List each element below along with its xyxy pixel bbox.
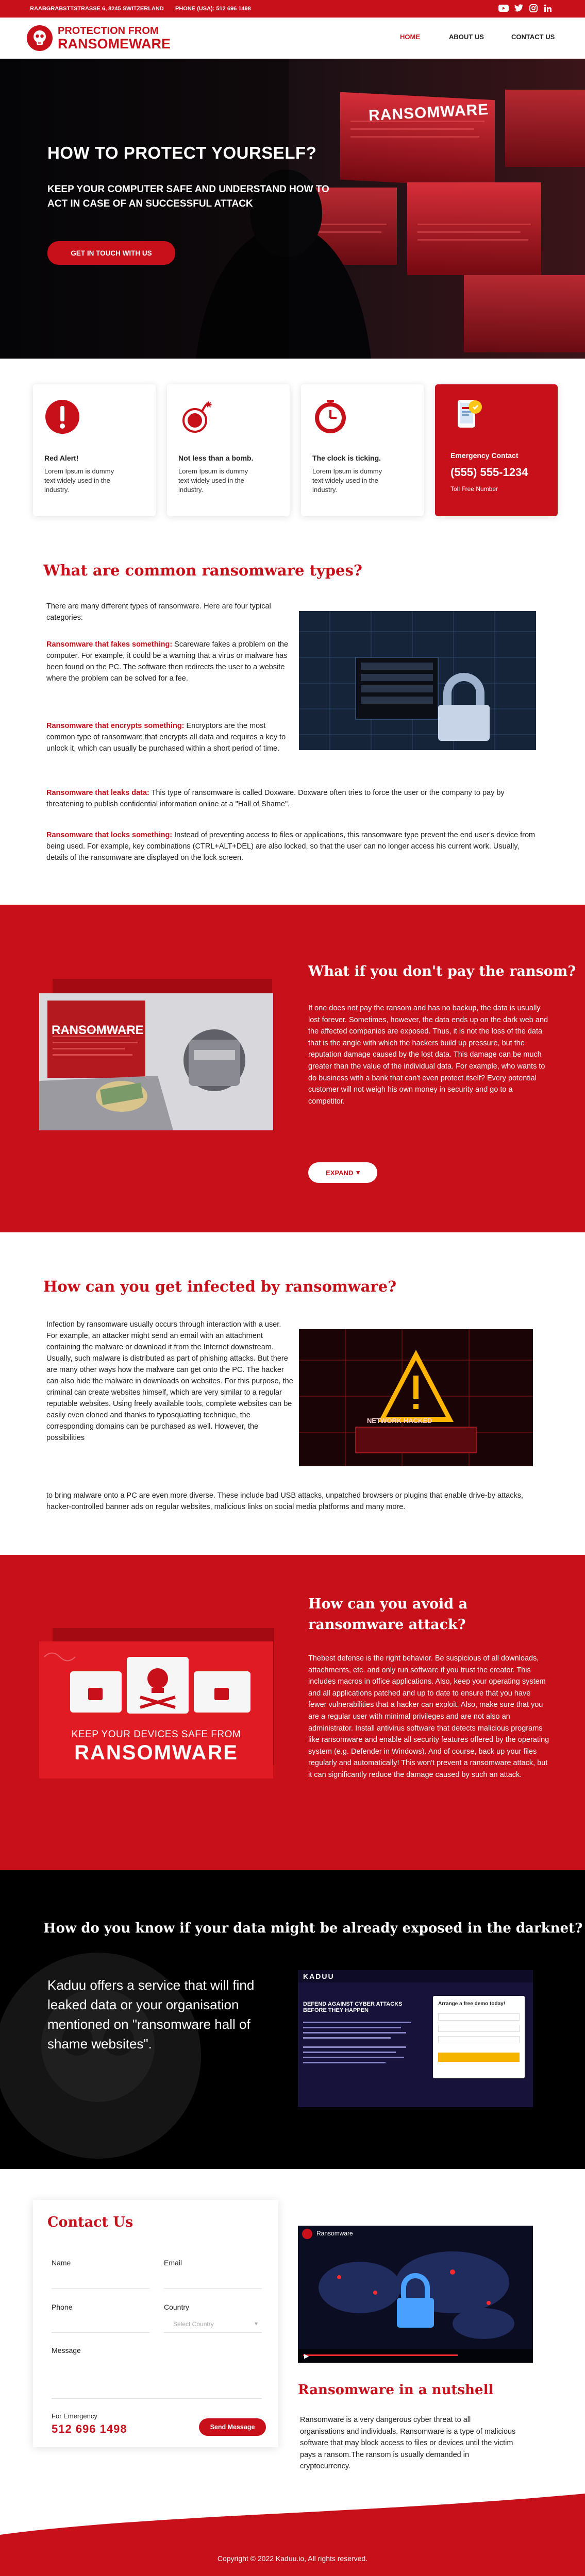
message-textarea[interactable] [52, 2358, 262, 2399]
contact-form [33, 2200, 278, 2447]
banner-line-1: KEEP YOUR DEVICES SAFE FROM [71, 1729, 241, 1740]
types-intro: There are many different types of ransomware. Here are four typical categories: [46, 602, 271, 622]
nav-about-us[interactable]: ABOUT US [449, 33, 484, 41]
emergency-label: For Emergency [52, 2412, 97, 2420]
logo-line-2: RANSOMEWARE [58, 36, 171, 52]
logo-line-1: PROTECTION FROM [58, 25, 159, 37]
dont-pay-text: If one does not pay the ransom and has no backup, the data is usually lost forever. Sometimes, however, the data ends up on the dark web and the affected companies are exposed. Thus, it is not the loss of the data that is the angle with which the hackers build up pressure, but the reputation damage caused by the lost data. This damage can be much greater than the value of the individual data. For example, who wants to do business with a bank that can't even protect itself? Every potential customer will not weigh his own money in security and go to a competitor. [308, 1004, 548, 1106]
get-in-touch-button[interactable]: GET IN TOUCH WITH US [47, 241, 175, 265]
email-input[interactable] [164, 2270, 262, 2289]
phone-input[interactable] [52, 2314, 149, 2333]
alert-icon [44, 399, 80, 435]
avoid-text: Thebest defense is the right behavior. Be suspicious of all downloads, attachments, etc. and only run software if you trust the creator. This includes macros in office applications. Also, keep your operating system and all applications patched and up to date to ensure that you have fewer vulnerabilities that a hacker can exploit. Also, make sure that you are a regular user with minimal privileges and are not also an administrator. Install antivirus software that detects malicious programs like ransomware and enable all security features offered by the operating system (e.g. Defender in Windows). And of course, back up your files regularly and automatically! This won't prevent a ransomware attack, but it can significantly reduce the damage caused by such an attack. [308, 1654, 549, 1779]
darknet-heading: How do you know if your data might be already exposed in the darknet? [43, 1921, 583, 1936]
type-item-leaks [46, 787, 541, 810]
instagram-icon[interactable] [528, 3, 539, 14]
card-red-alert [33, 384, 156, 516]
type-item-encrypts [46, 720, 294, 754]
type-text: Encryptors are the most common type of ransomware that encrypts all data and requires a key to unlock it, which can usually be purchased within a short period of time. [46, 722, 286, 753]
channel-avatar [302, 2229, 312, 2239]
clock-icon [312, 399, 348, 435]
type-item-locks [46, 829, 541, 863]
copyright: Copyright © 2022 Kaduu.io, All rights reserved. [217, 2554, 368, 2563]
type-label: Ransomware that leaks data: [46, 789, 149, 797]
infected-text-2: to bring malware onto a PC are even more diverse. These include bad USB attacks, unpatched browsers or plugins that enable drive-by attacks, hacker-controlled banner ads on regular websites, malicious links on social media platforms and many more. [46, 1492, 524, 1511]
contact-heading: Contact Us [47, 2214, 133, 2230]
banner-line-2: RANSOMWARE [74, 1741, 238, 1764]
bomb-icon [178, 399, 214, 435]
type-text: This type of ransomware is called Doxware. Doxware often tries to force the user or the company to pay by threatening to publish confidential information online at a "Hall of Shame". [46, 789, 505, 808]
hero-title: HOW TO PROTECT YOURSELF? [47, 143, 317, 162]
card-title: Not less than a bomb. [178, 454, 254, 462]
country-label: Country [164, 2303, 190, 2311]
type-text: Scareware fakes a problem on the computer. For example, it could be a warning that a virus or malware has been found on the PC. The software then redirects the user to a website where the problem can be solved for a fee. [46, 640, 289, 683]
youtube-icon[interactable] [498, 3, 509, 14]
laptop-screen-label: RANSOMWARE [52, 1023, 144, 1037]
server-lock-image [299, 611, 536, 750]
footer-wave [0, 2494, 585, 2576]
expand-button[interactable] [308, 1162, 377, 1183]
play-icon[interactable]: ▶ [304, 2352, 309, 2360]
video-thumbnail [298, 2226, 533, 2363]
card-description: Lorem Ipsum is dummy text widely used in the industry. [312, 467, 382, 494]
chevron-down-icon: ▾ [356, 1168, 360, 1176]
phone-contact-icon [450, 396, 487, 432]
send-message-button[interactable]: Send Message [199, 2418, 266, 2436]
site-header [0, 18, 585, 59]
kaduu-text-lines [303, 2022, 422, 2099]
nutshell-heading: Ransomware in a nutshell [298, 2382, 494, 2398]
kaduu-screenshot[interactable] [298, 1970, 533, 2107]
type-label: Ransomware that locks something: [46, 831, 173, 839]
type-text: Instead of preventing access to files or applications, this ransomware type prevent the end user's device from being used. For example, key combinations (CTRL+ALT+DEL) are also locked, so that the user can no longer access his current work. Usually, details of the ransomware are displayed on the lock screen. [46, 831, 536, 862]
types-heading: What are common ransomware types? [43, 562, 362, 579]
twitter-icon[interactable] [513, 3, 525, 14]
hero-subtitle: KEEP YOUR COMPUTER SAFE AND UNDERSTAND HOW TO ACT IN CASE OF AN SUCCESSFUL ATTACK [47, 184, 329, 209]
hero-screen-label: RANSOMWARE [368, 100, 490, 125]
emergency-phone[interactable]: 512 696 1498 [52, 2422, 127, 2435]
network-hacked-label: NETWORK HACKED [367, 1417, 432, 1425]
type-item-fakes [46, 639, 294, 684]
topbar-phone[interactable]: PHONE (USA): 512 696 1498 [175, 6, 251, 12]
infected-heading: How can you get infected by ransomware? [43, 1278, 397, 1295]
nav-home[interactable]: HOME [400, 33, 420, 41]
avoid-heading: How can you avoid a ransomware attack? [308, 1596, 468, 1633]
nutshell-text: Ransomware is a very dangerous cyber threat to all organisations and individuals. Ransomware is a type of malicious software that may block access to files or devices until the victim pays a ransom.The ransom is usually demanded in cryptocurrency. [300, 2416, 516, 2471]
country-select[interactable] [164, 2314, 262, 2333]
card-bomb [167, 384, 290, 516]
type-label: Ransomware that fakes something: [46, 640, 173, 649]
name-input[interactable] [52, 2270, 149, 2289]
toll-free-note: Toll Free Number [450, 485, 498, 493]
nav-contact-us[interactable]: CONTACT US [511, 33, 555, 41]
card-description: Lorem Ipsum is dummy text widely used in the industry. [44, 467, 114, 494]
chevron-down-icon: ▾ [254, 2320, 258, 2327]
card-title: Red Alert! [44, 454, 79, 462]
infected-text-1: Infection by ransomware usually occurs through interaction with a user. For example, an attacker might send an email with an attachment containing the malware or download it from the Internet downstream. Usually, such malware is distributed as part of phishing attacks. But there are many other ways how the malware can get onto the PC. The hacker can also hide the malware in downloads on websites. For this purpose, the criminal can create websites himself, which are very similar to a regular reputable websites. Using freely available tools, complete websites can be easily even cloned and thanks to typosquatting technique, the corresponding domains can be purchased as well. However, the possibilities [46, 1320, 293, 1442]
kaduu-brand: KADUU [303, 1972, 335, 1980]
card-title: Emergency Contact [450, 451, 519, 460]
network-hacked-image [299, 1329, 533, 1466]
linkedin-icon[interactable] [542, 3, 554, 14]
card-title: The clock is ticking. [312, 454, 381, 462]
topbar-address: RAABGRABSTTSTRASSE 6, 8245 SWITZERLAND [30, 6, 164, 12]
top-bar [0, 0, 585, 18]
name-label: Name [52, 2259, 71, 2267]
phone-label: Phone [52, 2303, 73, 2311]
hero-section [0, 59, 585, 359]
kaduu-shot-title: DEFEND AGAINST CYBER ATTACKS BEFORE THEY HAPPEN [303, 2001, 403, 2013]
emergency-number[interactable]: (555) 555-1234 [450, 466, 528, 479]
card-emergency-contact[interactable] [435, 384, 558, 516]
kaduu-demo-form[interactable] [433, 1996, 525, 2078]
skull-logo-icon[interactable] [27, 25, 53, 51]
type-label: Ransomware that encrypts something: [46, 722, 185, 730]
card-description: Lorem Ipsum is dummy text widely used in the industry. [178, 467, 248, 494]
expand-label: EXPAND [326, 1168, 354, 1177]
email-label: Email [164, 2259, 182, 2267]
ransomware-laptop-image [39, 993, 273, 1130]
ransomware-video[interactable] [298, 2226, 533, 2363]
country-placeholder: Select Country [173, 2320, 214, 2328]
darknet-text: Kaduu offers a service that will find leaked data or your organisation mentioned on "ransomware hall of shame websites". [47, 1977, 255, 2052]
logo-text[interactable] [58, 26, 171, 51]
video-title: Ransomware [316, 2230, 353, 2237]
kaduu-form-title: Arrange a free demo today! [438, 2001, 506, 2007]
dont-pay-heading: What if you don't pay the ransom? [308, 963, 576, 979]
message-label: Message [52, 2346, 81, 2354]
card-clock [301, 384, 424, 516]
